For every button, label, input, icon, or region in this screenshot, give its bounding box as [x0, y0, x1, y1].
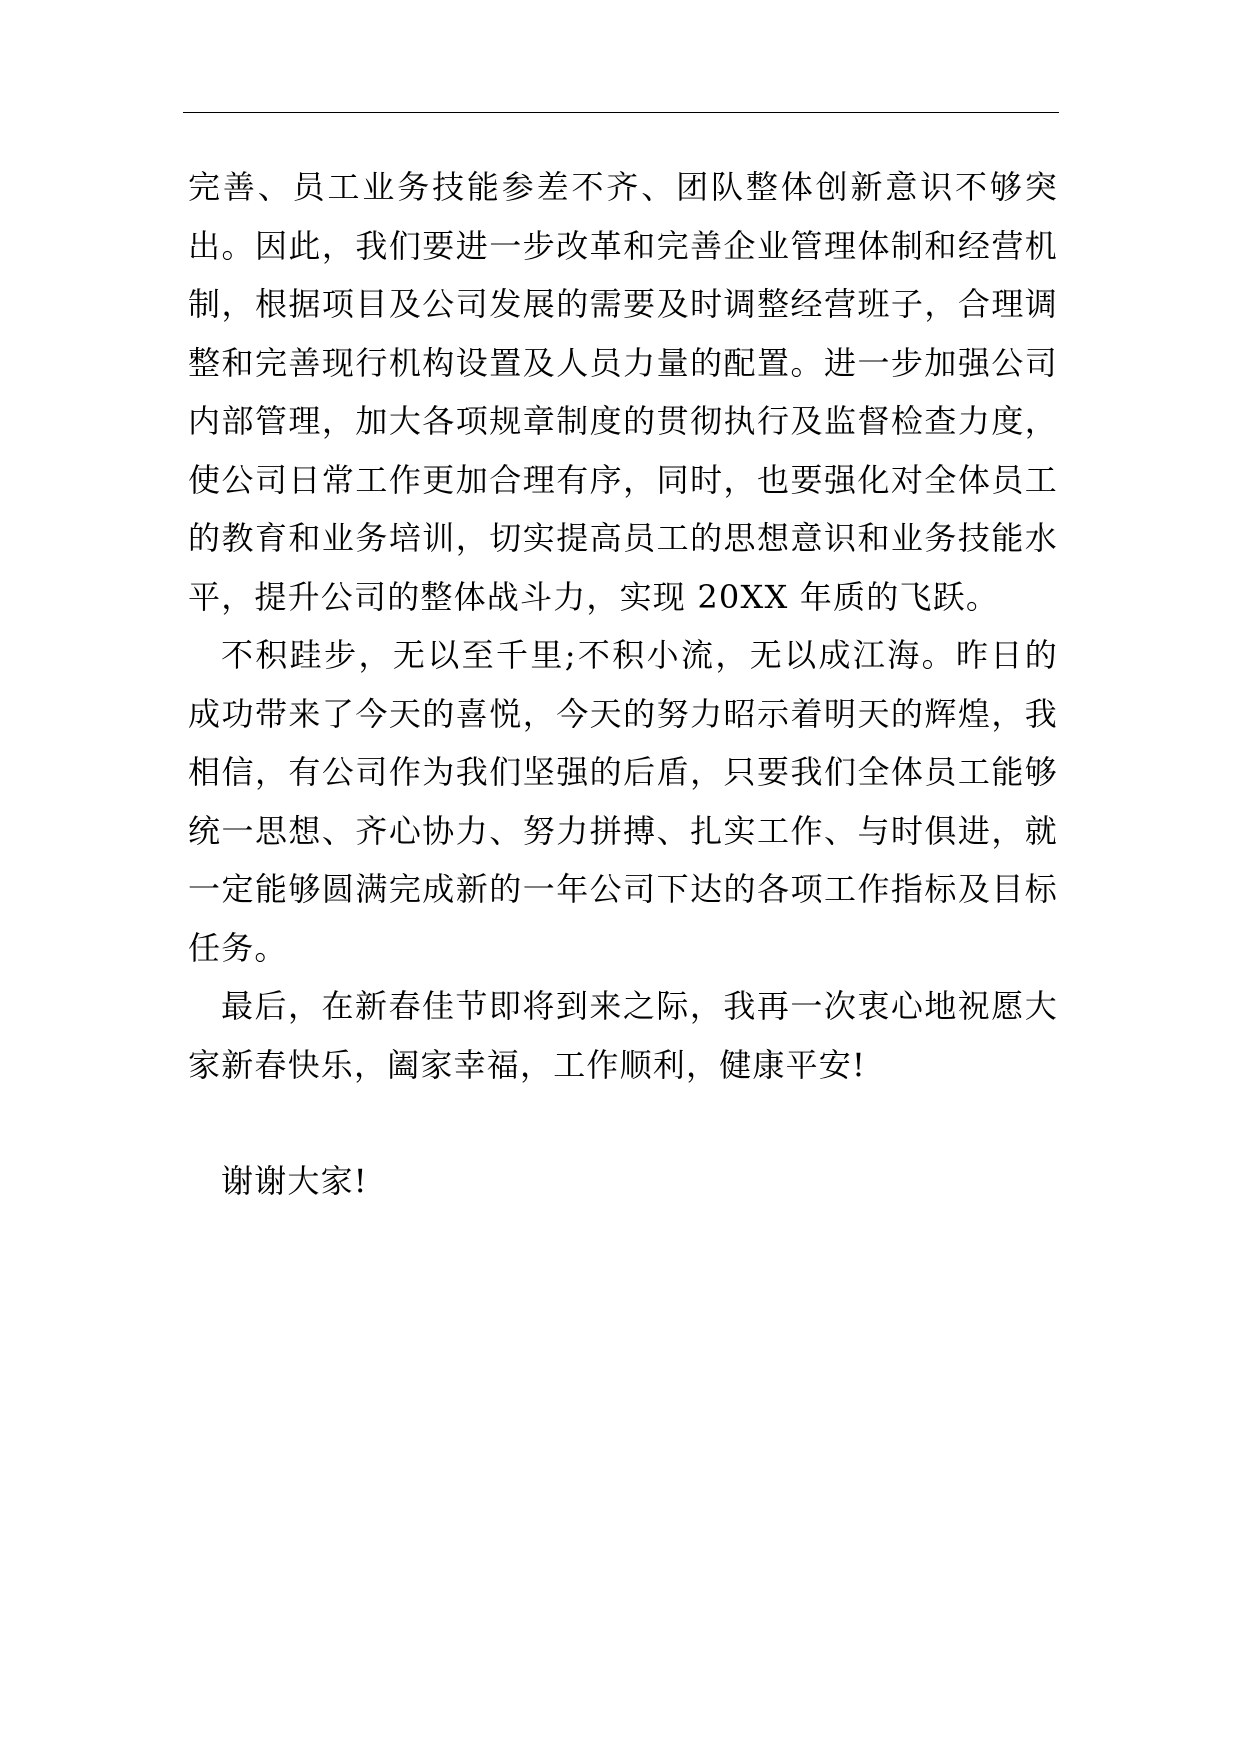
paragraph-wishes: 最后，在新春佳节即将到来之际，我再一次衷心地祝愿大家新春快乐，阖家幸福，工作顺利，健康平安!: [188, 987, 1058, 1084]
closing-thanks: 谢谢大家!: [221, 1162, 368, 1200]
document-body: [188, 158, 1058, 1211]
paragraph-continuation: 完善、员工业务技能参差不齐、团队整体创新意识不够突出。因此，我们要进一步改革和完善企业管理体制和经营机制，根据项目及公司发展的需要及时调整经营班子，合理调整和完善现行机构设置及人员力量的配置。进一步加强公司内部管理，加大各项规章制度的贯彻执行及监督检查力度，使公司日常工作更加合理有序，同时，也要强化对全体员工的教育和业务培训，切实提高员工的思想意识和业务技能水平，提升公司的整体战斗力，实现 20XX 年质的飞跃。: [188, 168, 1058, 616]
header-rule: [183, 112, 1059, 113]
paragraph-encouragement: 不积跬步，无以至千里;不积小流，无以成江海。昨日的成功带来了今天的喜悦，今天的努力昭示着明天的辉煌，我相信，有公司作为我们坚强的后盾，只要我们全体员工能够统一思想、齐心协力、努力拼搏、扎实工作、与时俱进，就一定能够圆满完成新的一年公司下达的各项工作指标及目标任务。: [188, 636, 1058, 967]
